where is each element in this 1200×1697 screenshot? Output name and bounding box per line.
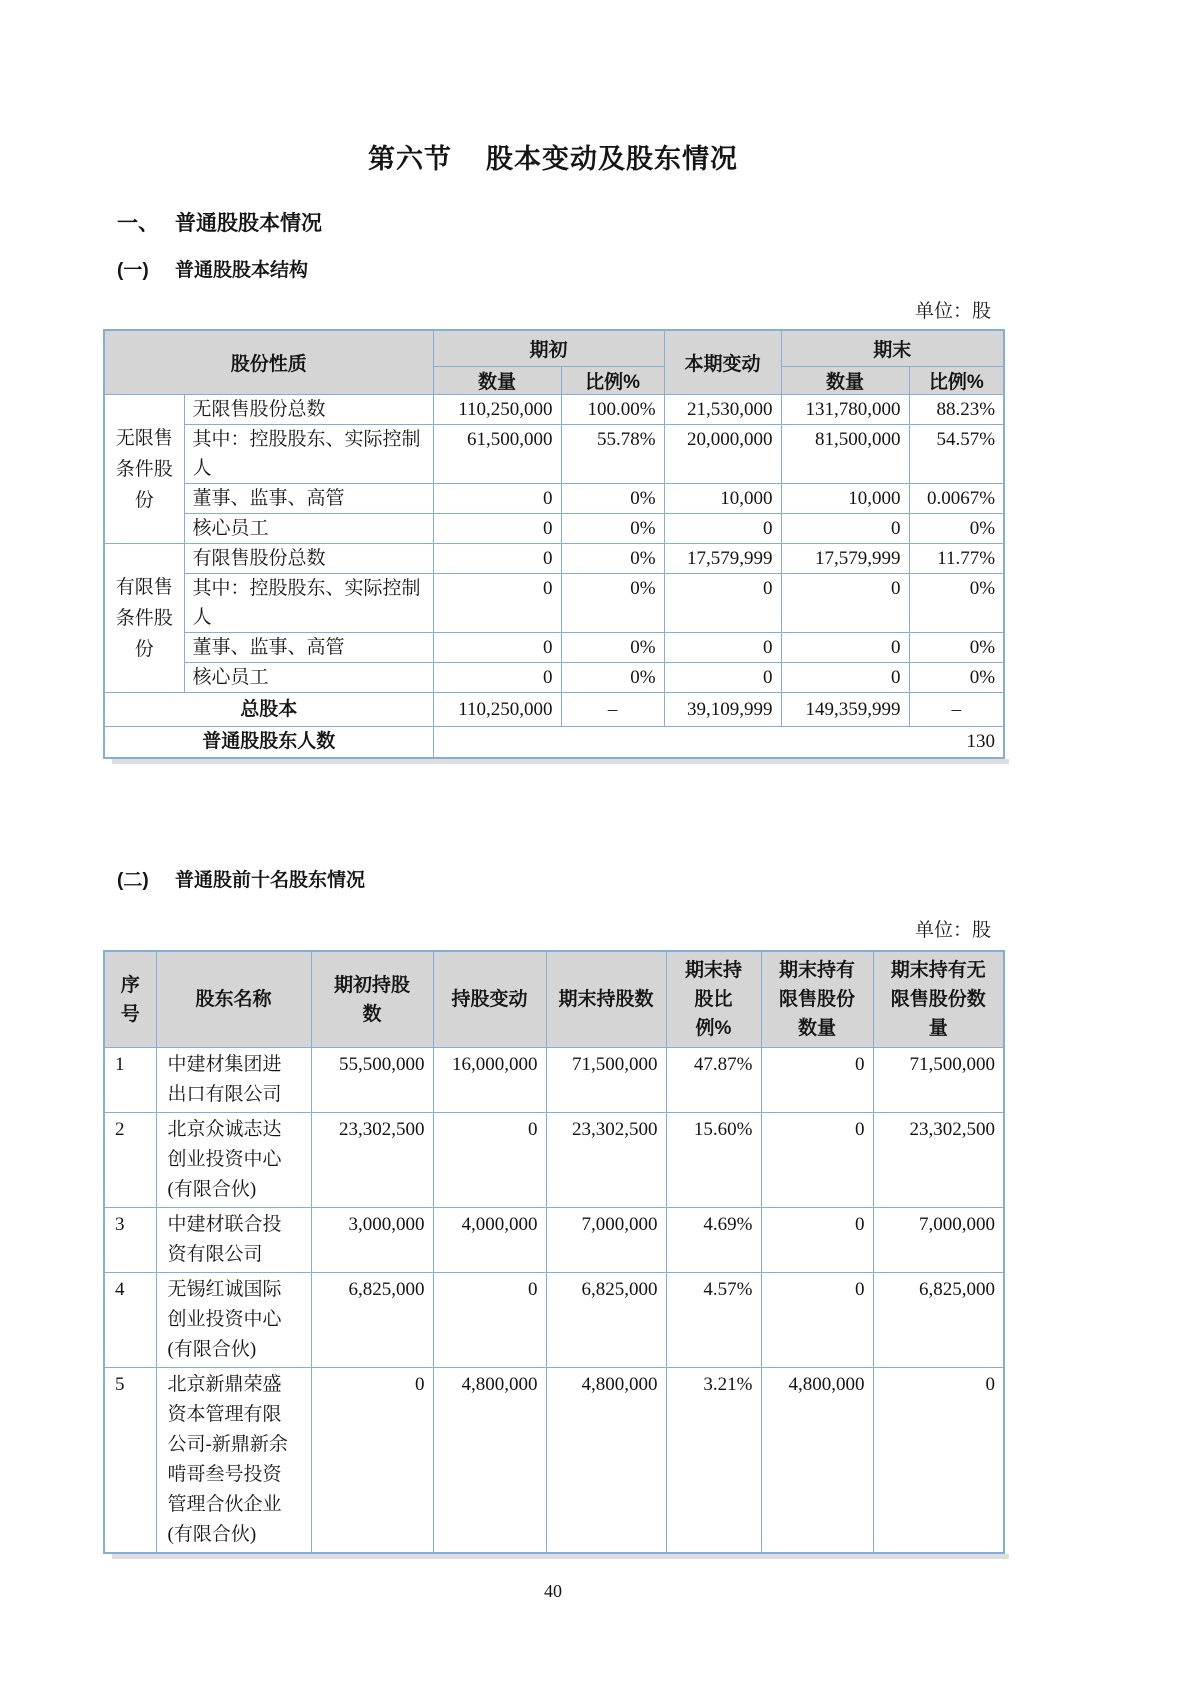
cell-begin-pct: 0% [561, 633, 664, 663]
shareholder-end-shares: 71,500,000 [546, 1048, 666, 1113]
table2-header-unrestricted [873, 951, 1004, 1048]
cell-begin-qty: 110,250,000 [433, 395, 561, 425]
cell-end-qty: 0 [781, 514, 909, 544]
table-row [104, 484, 1004, 514]
table-row [104, 544, 1004, 574]
cell-begin-pct: 0% [561, 544, 664, 574]
cell-end-pct: 0% [909, 633, 1004, 663]
cell-change: 20,000,000 [664, 425, 781, 484]
table1-header-end: 期末 [781, 330, 1004, 367]
heading-subsection-1-1-label: 普通股股本结构 [175, 260, 309, 281]
table2-header-unrestricted-label: 期末持有无限售股份数量 [890, 960, 986, 1039]
cell-begin-pct: 55.78% [561, 425, 664, 484]
heading-subsection-1-1 [103, 260, 1003, 282]
table2-header-end-ratio [666, 951, 761, 1048]
heading-subsection-1-2-number: (二) [117, 870, 149, 891]
cell-begin-qty: 0 [433, 544, 561, 574]
cell-change: 10,000 [664, 484, 781, 514]
table-row [104, 395, 1004, 425]
total-row-label: 总股本 [104, 693, 433, 727]
shareholder-end-shares: 7,000,000 [546, 1208, 666, 1273]
row-label: 核心员工 [184, 663, 433, 693]
shareholder-no: 3 [104, 1208, 156, 1273]
shareholder-unrestricted: 7,000,000 [873, 1208, 1004, 1273]
table2-header-change-label: 持股变动 [451, 989, 528, 1010]
shareholder-row [104, 1048, 1004, 1113]
cell-end-qty: 17,579,999 [781, 544, 909, 574]
shareholder-name [156, 1048, 311, 1113]
shareholder-no: 2 [104, 1113, 156, 1208]
cell-begin-pct: 0% [561, 514, 664, 544]
top-shareholders-table [103, 950, 1005, 1554]
shareholder-end-ratio: 4.69% [666, 1208, 761, 1273]
shareholder-unrestricted: 23,302,500 [873, 1113, 1004, 1208]
total-row [104, 693, 1004, 727]
shareholder-change: 16,000,000 [433, 1048, 546, 1113]
shareholder-end-shares: 4,800,000 [546, 1368, 666, 1554]
shareholder-restricted: 0 [761, 1208, 873, 1273]
total-change: 39,109,999 [664, 693, 781, 727]
shareholder-name-text: 无锡红诚国际创业投资中心(有限合伙) [167, 1279, 282, 1360]
heading-section-1-number: 一、 [117, 212, 159, 235]
cell-begin-pct: 100.00% [561, 395, 664, 425]
row-label: 其中：控股股东、实际控制人 [184, 425, 433, 484]
heading-subsection-1-2 [103, 870, 1003, 892]
table1-header-nature: 股份性质 [104, 330, 433, 395]
shareholder-begin-shares: 0 [311, 1368, 433, 1554]
shareholder-begin-shares: 23,302,500 [311, 1113, 433, 1208]
cell-begin-qty: 0 [433, 633, 561, 663]
page-number: 40 [544, 1581, 562, 1601]
shareholder-end-ratio: 15.60% [666, 1113, 761, 1208]
shareholder-begin-shares: 55,500,000 [311, 1048, 433, 1113]
cell-change: 17,579,999 [664, 544, 781, 574]
table2-header-begin-shares [311, 951, 433, 1048]
cell-end-qty: 0 [781, 663, 909, 693]
table1-group-unrestricted [104, 395, 184, 544]
row-label: 有限售股份总数 [184, 544, 433, 574]
total-begin-pct: – [561, 693, 664, 727]
shareholder-unrestricted: 0 [873, 1368, 1004, 1554]
table2-header-restricted-label: 期末持有限售股份数量 [778, 960, 855, 1039]
cell-change: 0 [664, 574, 781, 633]
shareholder-unrestricted: 6,825,000 [873, 1273, 1004, 1368]
page-title-text: 股本变动及股东情况 [486, 144, 738, 174]
shareholder-name-text: 北京新鼎荣盛资本管理有限公司-新鼎新余啃哥叁号投资管理合伙企业(有限合伙) [167, 1374, 288, 1545]
shareholder-no: 5 [104, 1368, 156, 1554]
page-title-number: 第六节 [368, 144, 452, 174]
shareholder-begin-shares: 6,825,000 [311, 1273, 433, 1368]
cell-change: 21,530,000 [664, 395, 781, 425]
table2-header-no-label: 序号 [120, 974, 140, 1025]
table2-header-restricted [761, 951, 873, 1048]
cell-begin-qty: 0 [433, 574, 561, 633]
cell-begin-qty: 0 [433, 663, 561, 693]
table1-header-begin-pct: 比例% [561, 367, 664, 395]
heading-section-1-label: 普通股股本情况 [175, 212, 322, 235]
row-label: 其中：控股股东、实际控制人 [184, 574, 433, 633]
cell-end-qty: 81,500,000 [781, 425, 909, 484]
shareholder-name [156, 1273, 311, 1368]
shareholder-name-text: 中建材联合投资有限公司 [167, 1214, 282, 1265]
shareholder-name [156, 1208, 311, 1273]
holders-count-row [104, 727, 1004, 759]
table1-group-restricted-label: 有限售条件股份 [115, 576, 173, 660]
shareholder-begin-shares: 3,000,000 [311, 1208, 433, 1273]
cell-begin-pct: 0% [561, 484, 664, 514]
cell-end-pct: 54.57% [909, 425, 1004, 484]
total-end-pct: – [909, 693, 1004, 727]
cell-change: 0 [664, 663, 781, 693]
table1-header-end-qty: 数量 [781, 367, 909, 395]
shareholder-name-text: 北京众诚志达创业投资中心(有限合伙) [167, 1119, 282, 1200]
heading-section-1 [103, 212, 1003, 236]
cell-begin-pct: 0% [561, 663, 664, 693]
shareholder-restricted: 4,800,000 [761, 1368, 873, 1554]
holders-count-label: 普通股股东人数 [104, 727, 433, 759]
shareholder-end-shares: 23,302,500 [546, 1113, 666, 1208]
scan-shadow [112, 1554, 1009, 1559]
shareholder-name [156, 1368, 311, 1554]
shareholder-name [156, 1113, 311, 1208]
shareholder-unrestricted: 71,500,000 [873, 1048, 1004, 1113]
shareholder-restricted: 0 [761, 1048, 873, 1113]
cell-end-qty: 131,780,000 [781, 395, 909, 425]
table1-header-change: 本期变动 [664, 330, 781, 395]
shareholder-no: 1 [104, 1048, 156, 1113]
holders-count-value: 130 [433, 727, 1004, 759]
shareholder-change: 4,800,000 [433, 1368, 546, 1554]
row-label: 董事、监事、高管 [184, 633, 433, 663]
cell-end-pct: 88.23% [909, 395, 1004, 425]
cell-begin-qty: 0 [433, 484, 561, 514]
cell-end-pct: 0.0067% [909, 484, 1004, 514]
shareholder-name-text: 中建材集团进出口有限公司 [167, 1054, 282, 1105]
cell-change: 0 [664, 633, 781, 663]
shareholder-change: 0 [433, 1113, 546, 1208]
table1-header-begin: 期初 [433, 330, 664, 367]
table-row [104, 663, 1004, 693]
table-row [104, 514, 1004, 544]
cell-end-pct: 0% [909, 514, 1004, 544]
cell-end-qty: 10,000 [781, 484, 909, 514]
cell-begin-pct: 0% [561, 574, 664, 633]
shareholder-end-shares: 6,825,000 [546, 1273, 666, 1368]
cell-begin-qty: 61,500,000 [433, 425, 561, 484]
cell-end-qty: 0 [781, 574, 909, 633]
table-row [104, 633, 1004, 663]
share-structure-table [103, 329, 1005, 759]
table2-header-name [156, 951, 311, 1048]
shareholder-end-ratio: 4.57% [666, 1273, 761, 1368]
table2-header-row [104, 951, 1004, 1048]
shareholder-row [104, 1208, 1004, 1273]
cell-end-pct: 0% [909, 663, 1004, 693]
unit-label-table1: 单位：股 [914, 301, 991, 322]
row-label: 无限售股份总数 [184, 395, 433, 425]
page-title [103, 0, 1003, 176]
table2-header-end-shares-label: 期末持股数 [558, 989, 654, 1010]
shareholder-row [104, 1273, 1004, 1368]
shareholder-change: 0 [433, 1273, 546, 1368]
row-label: 董事、监事、高管 [184, 484, 433, 514]
shareholder-change: 4,000,000 [433, 1208, 546, 1273]
shareholder-no: 4 [104, 1273, 156, 1368]
shareholder-restricted: 0 [761, 1113, 873, 1208]
cell-change: 0 [664, 514, 781, 544]
shareholder-row [104, 1113, 1004, 1208]
cell-end-pct: 11.77% [909, 544, 1004, 574]
shareholder-end-ratio: 47.87% [666, 1048, 761, 1113]
scan-shadow [112, 759, 1009, 764]
table-row [104, 574, 1004, 633]
table2-header-change [433, 951, 546, 1048]
page-content [103, 0, 1003, 1602]
cell-begin-qty: 0 [433, 514, 561, 544]
unit-label-table2: 单位：股 [914, 920, 991, 941]
total-begin-qty: 110,250,000 [433, 693, 561, 727]
table1-group-unrestricted-label: 无限售条件股份 [115, 427, 173, 511]
table2-header-name-label: 股东名称 [195, 989, 272, 1010]
table2-header-end-shares [546, 951, 666, 1048]
cell-end-pct: 0% [909, 574, 1004, 633]
row-label: 核心员工 [184, 514, 433, 544]
table1-header-row-1 [104, 330, 1004, 367]
table2-header-end-ratio-label: 期末持股比例% [684, 960, 742, 1039]
table1-header-end-pct: 比例% [909, 367, 1004, 395]
shareholder-row [104, 1368, 1004, 1554]
shareholder-restricted: 0 [761, 1273, 873, 1368]
table-row [104, 425, 1004, 484]
table2-header-no [104, 951, 156, 1048]
total-end-qty: 149,359,999 [781, 693, 909, 727]
shareholder-end-ratio: 3.21% [666, 1368, 761, 1554]
table1-group-restricted [104, 544, 184, 693]
table1-header-begin-qty: 数量 [433, 367, 561, 395]
table2-header-begin-shares-label: 期初持股数 [333, 974, 410, 1025]
cell-end-qty: 0 [781, 633, 909, 663]
heading-subsection-1-2-label: 普通股前十名股东情况 [175, 870, 366, 891]
heading-subsection-1-1-number: (一) [117, 260, 149, 281]
